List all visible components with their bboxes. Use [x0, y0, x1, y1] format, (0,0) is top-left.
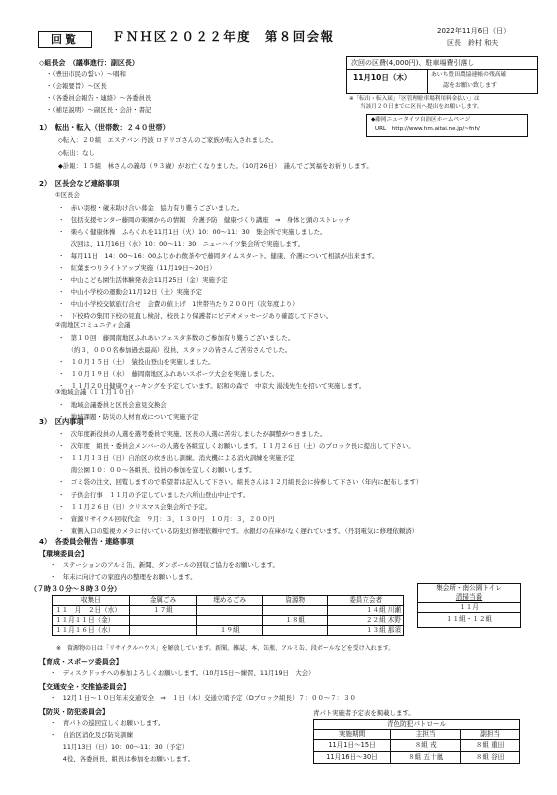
list-item: ・ 赤い羽根・歳末助け合い募金 協力有り難うございました。: [58, 204, 244, 212]
table-row: [53, 626, 404, 636]
section-1-line: ◇転出：なし: [58, 149, 95, 157]
district-meeting-title: ①区長会: [55, 191, 80, 199]
safety-line: ・ 自治区消化及び防災訓練: [50, 731, 134, 739]
cell: ８組 五十嵐: [391, 752, 461, 764]
community-meeting-title: ②南地区コミュニティ会議: [55, 321, 131, 329]
safety-committee-title: 【防災・防犯委員会】: [39, 708, 109, 716]
recycle-note: ※ 資源物の日は「リサイクルハウス」を解放しています。新聞、雑誌、本、缶瓶、アルミ缶、段ボールなどを受け入れます。: [56, 645, 395, 652]
cell: ８組 谷田: [461, 752, 520, 764]
env-line: ・ ステーションのアルミ缶、新聞、ダンボールの回収ご協力をお願いします。: [50, 561, 279, 569]
cell: 11月1日〜15日: [314, 740, 391, 752]
intro-item: ・（各委員会報告・連絡）〜各委員長: [46, 94, 152, 102]
column-header: 資源物: [263, 596, 328, 606]
chair-line: ◇組長会 （議事進行：副区長）: [39, 59, 139, 67]
intro-item: ・（会報要旨）〜区長: [46, 82, 107, 90]
toilet-title: 集会所・南公園トイレ: [418, 584, 521, 594]
list-item: ・ 次年度新役員の人選を選考委員で実施、区長の人選に苦労しましたが調整がつきました。: [58, 430, 327, 438]
cell: １１ 月 ２日（水）: [53, 606, 130, 616]
list-item: 南公園１０：００〜各組長、役員の参加を宜しくお願いします。: [58, 466, 256, 475]
cell: ８組 重田: [461, 740, 520, 752]
section-2-heading: 2） 区長会など連絡事項: [39, 179, 120, 188]
list-item: ・ 紅葉まつりライトアップ実施（11月19日〜20日）: [58, 264, 216, 272]
column-header: 委員立会者: [328, 596, 404, 606]
bank-note-1: あいち豊田農協連帳の残高確: [431, 72, 507, 78]
safety-line: 4役、各委員長、組長は参加をお願いします。: [50, 755, 195, 763]
list-item: ・ 包括支援センター藤岡の楽園からの情報 介護予防 健康づくり講座 ⇒ 身体と頭のストレッチ: [58, 216, 351, 224]
column-header: 実施期間: [314, 730, 391, 740]
cell: ８組 戎: [391, 740, 461, 752]
cell: １４組 川瀬: [328, 606, 404, 616]
cell: [263, 626, 328, 636]
column-header: 埋めるごみ: [197, 596, 263, 606]
cell: 11月16日〜30日: [314, 752, 391, 764]
table-row: [314, 740, 520, 752]
list-item: ・ 中山小学校の運動会11月12日（土）実施予定: [58, 288, 203, 296]
cell: ２２組 木野: [328, 616, 404, 626]
cell: [197, 616, 263, 626]
patrol-title: 青色防犯パトロール: [314, 720, 520, 730]
list-item: ・ １１月１３日（日）自治区の炊き出し訓練。消火機による消火訓練を実施予定: [58, 454, 295, 463]
cell: １１月１６日（水）: [53, 626, 130, 636]
env-committee-title: 【環境委員会】: [39, 550, 88, 558]
intro-item: ・（豊田市民の誓い）〜唱和: [46, 70, 126, 78]
env-line: ・ 年末に向けての家庭内の整理をお願いします。: [50, 573, 197, 581]
list-item: ・ 下校時の集団下校の見直し検討、校長より保護者にビデオメッセージあり確認して下さい。: [58, 312, 333, 320]
section-3-heading: 3） 区内事項: [39, 417, 84, 426]
safety-line: 11月13日（日）10：00〜11：30（予定）: [50, 743, 189, 751]
homepage-box: [366, 114, 528, 137]
safety-line: ・ 青パトの巡回宜しくお願いします。: [50, 719, 165, 727]
cell: [129, 616, 197, 626]
cell: １９組: [197, 626, 263, 636]
cell: １７組: [129, 606, 197, 616]
cell: [129, 626, 197, 636]
toilet-duty-table: [417, 583, 521, 628]
toilet-month: １１月: [418, 603, 521, 613]
section-1-line: ◆訃報：１５組 林さんの義母（９３歳）がお亡くなりました。（10月26日） 謹んでご冥福をお祈りします。: [58, 162, 373, 170]
list-item: ・ １１月２６日（日）クリスマス会集会所で予定。: [58, 502, 212, 511]
sports-committee-title: 【育成・スポーツ委員会】: [39, 658, 123, 666]
footnote-1: ※「転出・転入届」「区管理駐車場利用料金払い」は: [349, 96, 480, 102]
fee-date-cell: 11月10日（木）: [353, 73, 412, 82]
issue-date: 2022年11月6日（日）: [437, 27, 511, 35]
list-item: ・ 地域課題・防災の人材育成について実施予定: [58, 413, 199, 421]
list-item: ・ 次年度 組長・委員会メンバーの人選を各組宜しくお願いします。１１月２６日（土）のプロック長に提出して下さい。: [58, 442, 415, 451]
toilet-subtitle: 清掃当番: [418, 593, 521, 603]
cell: １３組 那須: [328, 626, 404, 636]
list-item: ・ １１月２０日健康ウォーキングを予定しています。昭和の森で 中京大 湯浅先生を招いて実施します。: [58, 382, 366, 390]
list-item: （約３，０００名参加過去最高）役員、スタッフの皆さんご苦労さんでした。: [58, 346, 292, 354]
list-item: ・ 中山小学校交歓旅行合せ 会費の値上げ 1世帯当たり２００円（次年度より）: [58, 300, 299, 308]
page-title: ＦＮＨ区２０２２年度 第８回会報: [112, 29, 335, 44]
toilet-groups: １１組・１２組: [418, 613, 521, 628]
section-1-heading: 1） 転出・転入（世帯数：２４０世帯）: [39, 123, 170, 132]
list-item: ・ １０月１９日（水） 藤岡南地区ふれあいスポーツ大会を実施しました。: [58, 370, 279, 378]
list-item: ・ 地域会議委員と区長会意見交換会: [58, 401, 167, 409]
traffic-line: ・ 12月１日〜１０日年末交通安全 ⇒ １日（木）交通立哨予定（Dブロック組長）７：００〜７：３０: [50, 694, 356, 702]
regional-meeting-title: ③地域会議（１１月１０日）: [55, 388, 138, 396]
fee-notice-box: [346, 56, 538, 94]
traffic-committee-title: 【交通安全・交推協委員会】: [39, 683, 130, 691]
sports-line: ・ ディスクドッチへの参加よろしくお願いします。（10月15日〜練習、11月19日 大会）: [50, 669, 315, 677]
list-item: ・ 中山こども園生活体験発表会11月25日（金）実施予定: [58, 276, 228, 284]
table-row: [314, 752, 520, 764]
table-row: [53, 606, 404, 616]
column-header: 主担当: [391, 730, 461, 740]
homepage-url[interactable]: URL http://www.hm.aitai.ne.jp/~fnh/: [375, 126, 480, 132]
patrol-caption: 青パト実施者予定表を掲載します。: [313, 709, 415, 717]
bank-note-2: 認をお願い致します: [443, 82, 498, 89]
collection-table: [52, 595, 404, 636]
cell: [263, 606, 328, 616]
district-leader: 区長 鈴村 和夫: [447, 39, 499, 47]
list-item: ・ 毎月11日 14：00〜16：00ふじかわ飲茶やで藤岡タイムスタート。健康、介護について相談が出来ます。: [58, 252, 379, 260]
cell: [197, 606, 263, 616]
list-item: ・ 楽らく健康体操 ふらくれを11月1日（火）10：00〜11：30 集会所で実施しました。: [58, 228, 327, 236]
fee-notice-text: 次回の区費(4,000円)、駐車場費引落し: [351, 59, 475, 67]
list-item: ・ 子供会行事 １１月の予定していました六所山登山中止です。: [58, 490, 250, 499]
list-item: ・ 第１０回 藤岡南地区ふれあいフェスタ多数のご参加有り難うございました。: [58, 334, 295, 342]
list-item: ・ 資源リサイクル回収代金 ９月：３，１３０円 １０月：３，２００円: [58, 514, 275, 523]
cell: １１月１１日（金）: [53, 616, 130, 626]
section-4-heading: 4） 各委員会報告・連絡事項: [39, 537, 134, 546]
intro-item: ・（補足説明）〜副区長・会計・書記: [46, 106, 152, 114]
table-row: [53, 616, 404, 626]
patrol-table: [313, 719, 520, 764]
circulate-tag: 回覧: [38, 31, 92, 48]
column-header: 金属ごみ: [129, 596, 197, 606]
footnote-2: 当該月２０日までに区長へ提出をお願いします。: [360, 104, 483, 110]
column-header: 副担当: [461, 730, 520, 740]
section-1-line: ◇転入：２０組 エステバン 丹波 ロドリゴさんのご家族が転入されました。: [58, 136, 278, 144]
list-item: 次回は、11月16日（水）10：00〜11：30 ニューハイツ集会所で実施します。: [58, 240, 305, 248]
list-item: ・ １０月１５日（土） 猿投山登山を実施しました。: [58, 358, 215, 366]
homepage-title: ◆藤岡ニュータイツ自治区ホームページ: [371, 117, 471, 123]
collection-time: （７時３０分〜８時３０分）: [30, 585, 121, 593]
list-item: ・ 東側入口の監視カメラに付いている防犯灯修理依頼中です。水銀灯の在庫がなく遅れています。（丹羽電気に修理依頼済）: [58, 526, 419, 535]
cell: １８組: [263, 616, 328, 626]
column-header: 収集日: [53, 596, 130, 606]
list-item: ・ ゴミ袋の注文、回覧しますので希望者は記入して下さい。組長さんは１２月組長会に持参して下さい（年内に配布します）: [58, 478, 423, 487]
